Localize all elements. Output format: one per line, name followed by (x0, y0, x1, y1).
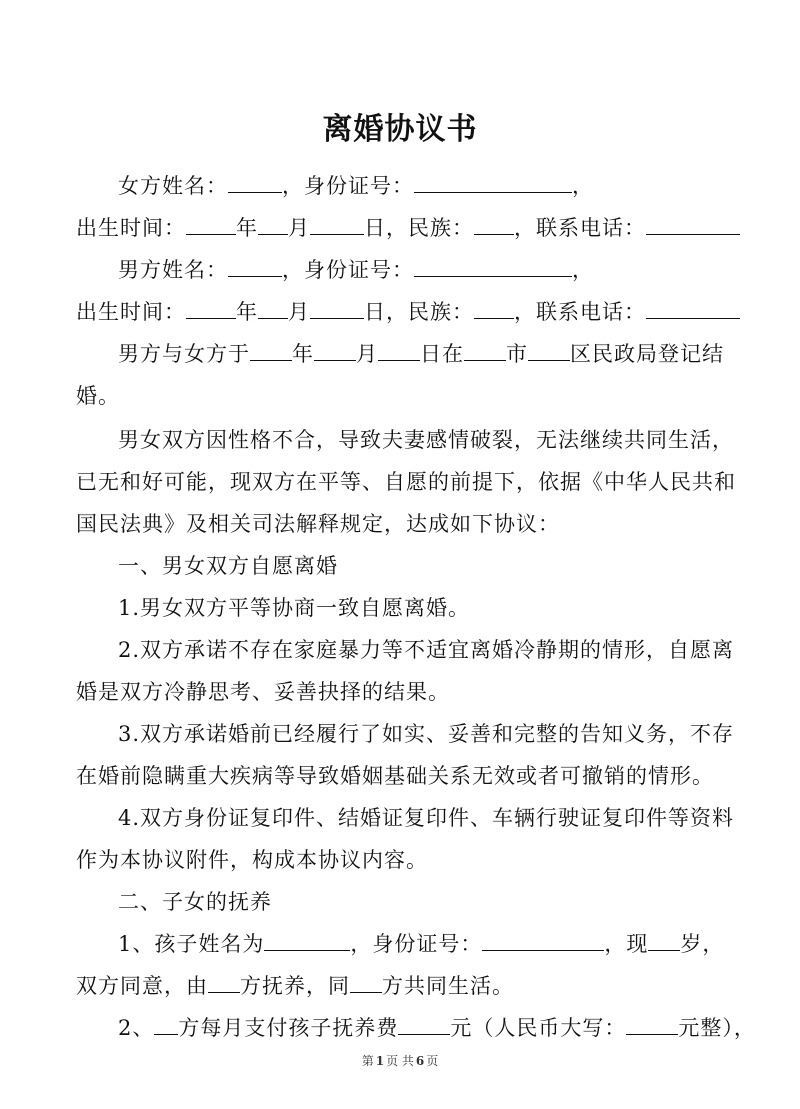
marriage-line: 男方与女方于 年 月 日在 市 区民政局登记结 (118, 342, 724, 366)
female-name-blank[interactable] (228, 174, 282, 193)
child-name-blank[interactable] (264, 932, 350, 951)
page-footer: 第 1 页 共 6 页 (361, 1054, 439, 1068)
marriage-line-end: 婚。 (76, 384, 120, 408)
reason-line-1: 男女双方因性格不合，导致夫妻感情破裂，无法继续共同生活， (118, 428, 734, 452)
section-1-heading: 一、男女双方自愿离婚 (118, 554, 338, 578)
child-id-blank[interactable] (482, 932, 604, 951)
payer-party-blank[interactable] (154, 1016, 178, 1035)
marriage-city-blank[interactable] (464, 342, 506, 361)
clause-1-4a: 4.双方身份证复印件、结婚证复印件、车辆行驶证复印件等资料 (118, 806, 735, 830)
page-total: 6 (415, 1054, 425, 1068)
male-phone-blank[interactable] (646, 300, 740, 319)
clause-1-1: 1.男女双方平等协商一致自愿离婚。 (118, 596, 471, 620)
male-name-line: 男方姓名： ，身份证号： ， (118, 258, 594, 282)
child-clause-1: 1、孩子姓名为 ，身份证号： ，现 岁， (118, 932, 725, 956)
reason-line-3: 国民法典》及相关司法解释规定，达成如下协议： (76, 512, 560, 536)
cohabit-party-blank[interactable] (350, 974, 382, 993)
male-birth-month-blank[interactable] (258, 300, 288, 319)
child-clause-1b: 双方同意，由 方抚养，同 方共同生活。 (76, 974, 514, 998)
female-birth-year-blank[interactable] (186, 216, 236, 235)
reason-line-2: 已无和好可能，现双方在平等、自愿的前提下，依据《中华人民共和 (76, 470, 736, 494)
male-birth-day-blank[interactable] (310, 300, 364, 319)
clause-1-4b: 作为本协议附件，构成本协议内容。 (76, 848, 428, 872)
female-phone-blank[interactable] (646, 216, 740, 235)
child-clause-2: 2、 方每月支付孩子抚养费 元（人民币大写： 元整）， (118, 1016, 756, 1040)
male-birth-year-blank[interactable] (186, 300, 236, 319)
clause-1-2b: 婚是双方冷静思考、妥善抉择的结果。 (76, 680, 450, 704)
male-ethnicity-blank[interactable] (474, 300, 514, 319)
female-birth-month-blank[interactable] (258, 216, 288, 235)
document-title: 离婚协议书 (322, 112, 478, 147)
support-amount-words-blank[interactable] (626, 1016, 678, 1035)
clause-1-3a: 3.双方承诺婚前已经履行了如实、妥善和完整的告知义务，不存 (118, 722, 735, 746)
male-id-blank[interactable] (414, 258, 572, 277)
clause-1-3b: 在婚前隐瞒重大疾病等导致婚姻基础关系无效或者可撤销的情形。 (76, 764, 714, 788)
marriage-year-blank[interactable] (250, 342, 292, 361)
marriage-day-blank[interactable] (378, 342, 420, 361)
marriage-month-blank[interactable] (314, 342, 356, 361)
female-ethnicity-blank[interactable] (474, 216, 514, 235)
marriage-district-blank[interactable] (528, 342, 570, 361)
male-name-blank[interactable] (228, 258, 282, 277)
female-id-blank[interactable] (414, 174, 572, 193)
support-amount-blank[interactable] (398, 1016, 450, 1035)
clause-1-2a: 2.双方承诺不存在家庭暴力等不适宜离婚冷静期的情形，自愿离 (118, 638, 735, 662)
custody-party-blank[interactable] (208, 974, 240, 993)
female-name-line: 女方姓名： ，身份证号： ， (118, 174, 594, 198)
female-birth-line: 出生时间： 年 月 日，民族： ，联系电话： (76, 212, 740, 242)
male-birth-line: 出生时间： 年 月 日，民族： ，联系电话： (76, 296, 740, 326)
child-age-blank[interactable] (648, 932, 680, 951)
page-number: 1 (375, 1054, 385, 1068)
section-2-heading: 二、子女的抚养 (118, 890, 272, 914)
female-birth-day-blank[interactable] (310, 216, 364, 235)
